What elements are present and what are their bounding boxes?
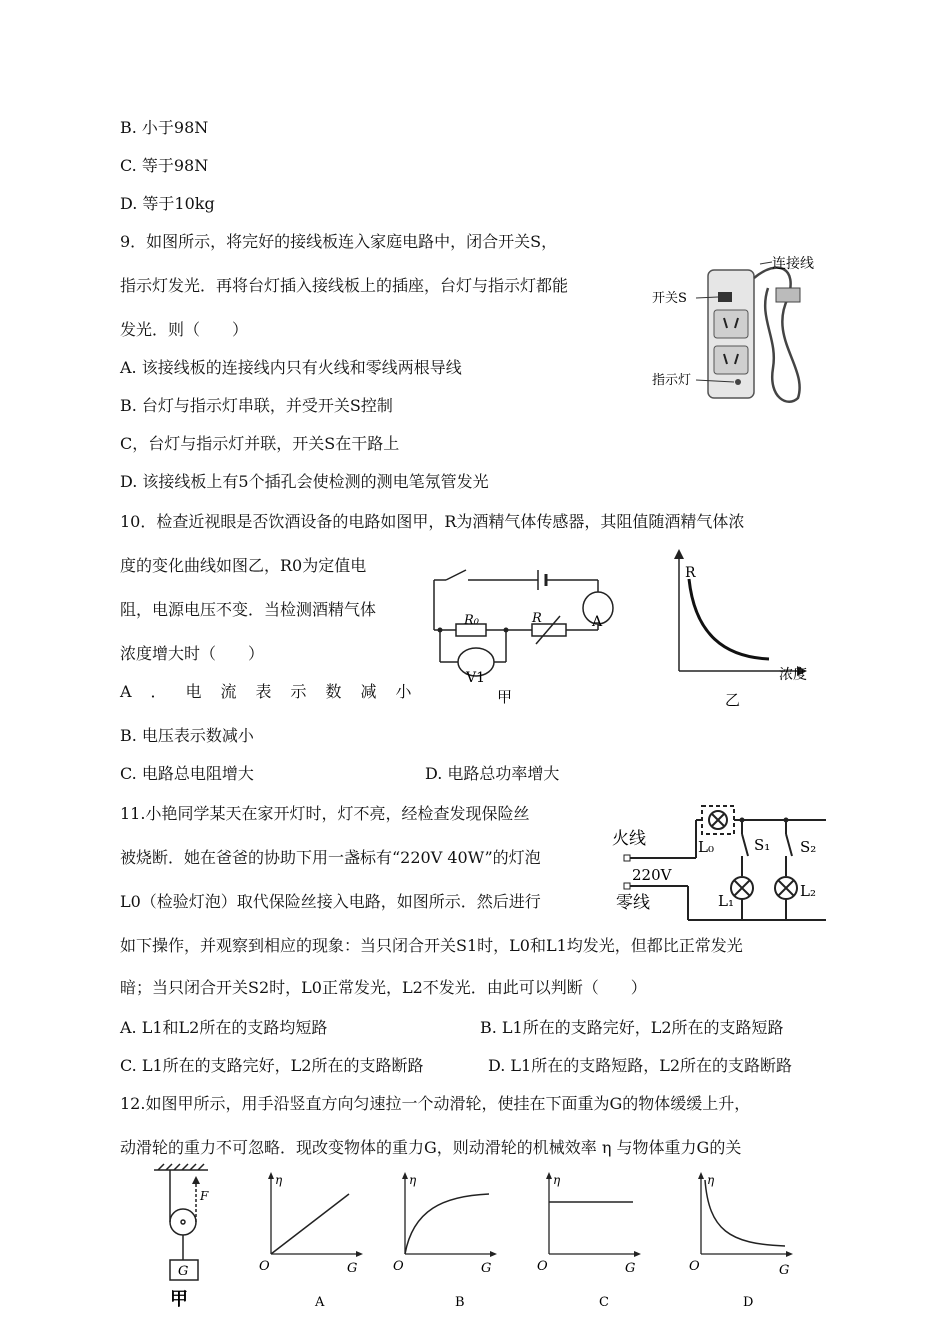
l2-label: L₂ (800, 882, 816, 900)
graph-b-xlabel: G (481, 1261, 492, 1276)
q11-stem-line3: L0（检验灯泡）取代保险丝接入电路，如图所示．然后进行 (120, 892, 541, 911)
q10-option-b: B. 电压表示数减小 (120, 726, 254, 745)
voltmeter-label: V1 (466, 670, 486, 686)
graph-a-origin: O (259, 1259, 270, 1274)
voltage-label: 220V (632, 866, 672, 884)
switch-s-icon (718, 292, 732, 302)
q9-option-c: C，台灯与指示灯并联，开关S在干路上 (120, 434, 400, 453)
r0-label: R₀ (464, 613, 479, 628)
q11-stem-line4: 如下操作，并观察到相应的现象：当只闭合开关S1时，L0和L1均发光，但都比正常发光 (120, 936, 743, 955)
q11-option-c: C. L1所在的支路完好，L2所在的支路断路 (120, 1056, 424, 1075)
q9-power-strip-figure (648, 248, 830, 408)
graph-d-ylabel: η (707, 1173, 715, 1187)
q10-stem-line1: 10．检查近视眼是否饮酒设备的电路如图甲，R为酒精气体传感器，其阻值随酒精气体浓 (120, 512, 745, 531)
graph-b-caption: B (455, 1295, 465, 1310)
s1-label: S₁ (754, 836, 771, 854)
q9-option-b: B. 台灯与指示灯串联，并受开关S控制 (120, 396, 393, 415)
q11-option-d: D. L1所在的支路短路，L2所在的支路断路 (488, 1056, 793, 1075)
q10-stem-line2: 度的变化曲线如图乙，R0为定值电 (120, 556, 367, 575)
q8-option-b: B. 小于98N (120, 118, 209, 137)
weight-label: G (178, 1264, 189, 1279)
q10-stem-line4: 浓度增大时（ ） (120, 644, 265, 663)
graph-a-xlabel: G (347, 1261, 358, 1276)
q11-circuit-figure (612, 800, 836, 930)
neutral-wire-label: 零线 (616, 893, 650, 913)
graph-d-xlabel: G (779, 1263, 790, 1278)
q11-stem-line1: 11.小艳同学某天在家开灯时，灯不亮，经检查发现保险丝 (120, 804, 530, 823)
graph-b-curve (405, 1194, 489, 1254)
graph-c-xlabel: G (625, 1261, 636, 1276)
plug-icon (776, 288, 800, 302)
q9-stem-line1: 9．如图所示，将完好的接线板连入家庭电路中，闭合开关S， (120, 232, 558, 251)
q8-option-d: D. 等于10kg (120, 194, 215, 213)
force-label: F (200, 1189, 209, 1203)
graph-b-ylabel: η (409, 1173, 417, 1187)
socket-lower-icon (714, 346, 748, 374)
cord-label: 连接线 (772, 256, 814, 272)
graph-c-origin: O (537, 1259, 548, 1274)
q12-stem-line1: 12.如图甲所示，用手沿竖直方向匀速拉一个动滑轮，使挂在下面重为G的物体缓缓上升， (120, 1094, 751, 1113)
q12-pulley-figure (148, 1160, 218, 1310)
q11-stem-line5: 暗；当只闭合开关S2时，L0正常发光，L2不发光．由此可以判断（ ） (120, 978, 647, 997)
s1-switch-icon (742, 834, 748, 856)
graph-d (689, 1172, 793, 1310)
figure-jia-caption: 甲 (170, 1289, 188, 1310)
graph-c-caption: C (599, 1295, 609, 1310)
q11-option-a: A. L1和L2所在的支路均短路 (120, 1018, 328, 1037)
graph-d-curve (705, 1180, 785, 1246)
q9-option-a: A. 该接线板的连接线内只有火线和零线两根导线 (120, 358, 462, 377)
q10-stem-line3: 阻，电源电压不变．当检测酒精气体 (120, 600, 377, 619)
q10-circuit-figure (420, 560, 620, 710)
figure-yi-caption: 乙 (725, 691, 741, 709)
live-wire-label: 火线 (612, 829, 646, 849)
graph-c-ylabel: η (553, 1173, 561, 1187)
indicator-lamp-label: 指示灯 (652, 373, 692, 388)
q8-option-c: C. 等于98N (120, 156, 209, 175)
graph-a-caption: A (315, 1295, 325, 1310)
q9-option-d: D. 该接线板上有5个插孔会使检测的测电笔氖管发光 (120, 472, 489, 491)
graph-b-origin: O (393, 1259, 404, 1274)
movable-pulley-icon (170, 1209, 196, 1235)
indicator-lamp-icon (735, 379, 741, 385)
graph-c (537, 1172, 641, 1310)
q9-stem-line2: 指示灯发光．再将台灯插入接线板上的插座，台灯与指示灯都能 (120, 276, 569, 295)
switch-label: 开关S (652, 291, 687, 306)
socket-upper-icon (714, 310, 748, 338)
ammeter-label: A (592, 614, 603, 630)
graph-d-origin: O (689, 1259, 700, 1274)
r-label: R (532, 611, 542, 626)
q10-option-c: C. 电路总电阻增大 (120, 764, 254, 783)
graph-a (259, 1172, 363, 1310)
graph-b (393, 1172, 497, 1310)
q11-option-b: B. L1所在的支路完好，L2所在的支路短路 (480, 1018, 784, 1037)
q12-stem-line2: 动滑轮的重力不可忽略．现改变物体的重力G，则动滑轮的机械效率 η 与物体重力G的关 (120, 1138, 742, 1157)
graph-d-caption: D (743, 1295, 754, 1310)
resistance-curve (689, 579, 769, 659)
graph-a-ylabel: η (275, 1173, 283, 1187)
switch-icon (446, 570, 466, 580)
l1-label: L₁ (718, 892, 734, 910)
graph-ylabel: R (685, 565, 696, 581)
q10-option-d: D. 电路总功率增大 (425, 764, 560, 783)
graph-xlabel: 浓度 (779, 667, 807, 683)
q10-option-a: A．电流表示数减小 (120, 682, 431, 701)
q10-resistance-graph (665, 545, 815, 710)
figure-jia-caption: 甲 (497, 688, 513, 706)
l0-label: L₀ (698, 838, 714, 856)
q12-efficiency-graphs (255, 1170, 835, 1310)
s2-label: S₂ (800, 838, 817, 856)
graph-a-curve (271, 1194, 349, 1254)
q11-stem-line2: 被烧断．她在爸爸的协助下用一盏标有“220V 40W”的灯泡 (120, 848, 541, 867)
q9-stem-line3: 发光．则（ ） (120, 320, 249, 339)
s2-switch-icon (786, 834, 792, 856)
